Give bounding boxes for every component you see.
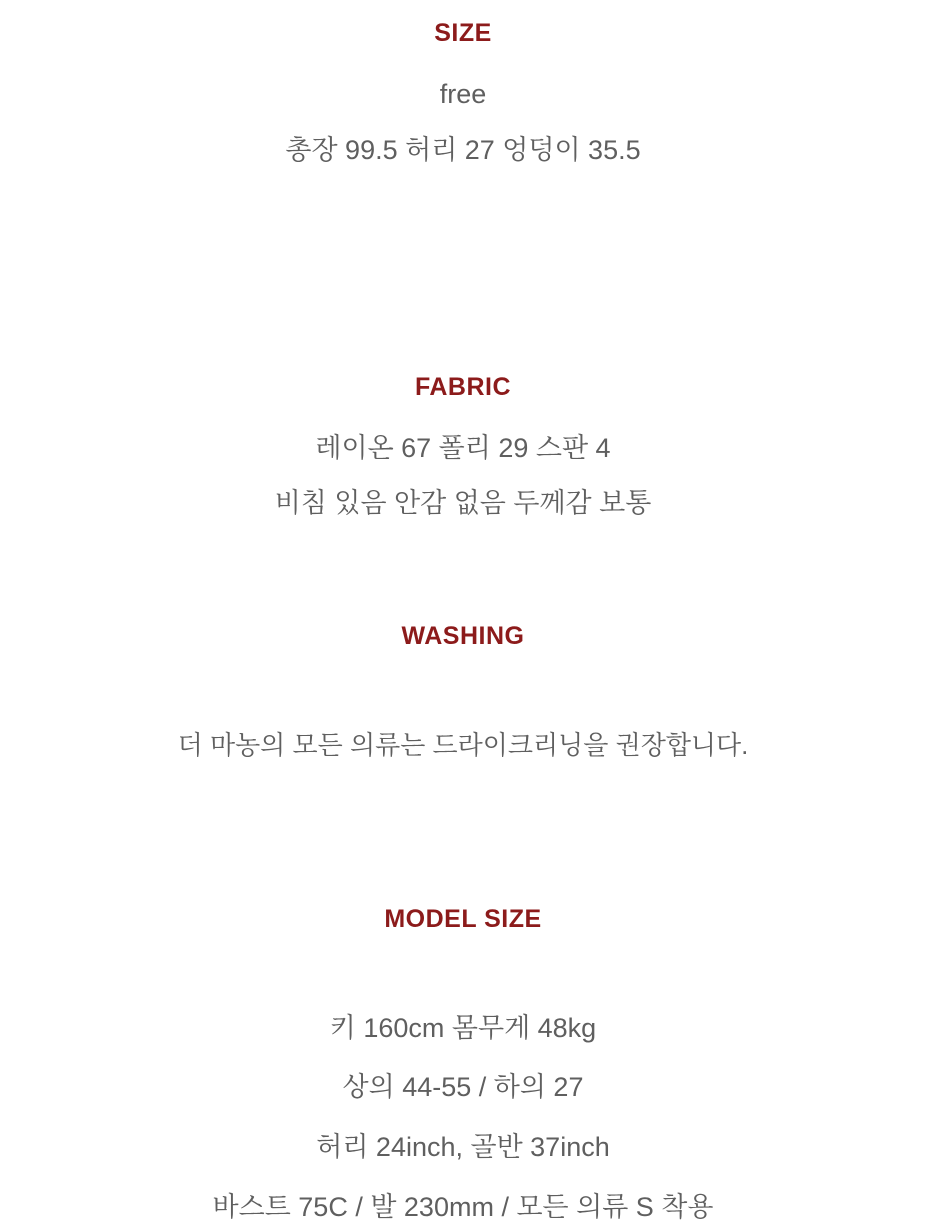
fabric-heading: FABRIC [414, 372, 512, 401]
size-section [0, 0, 926, 168]
washing-line-1: 더 마농의 모든 의류는 드라이크리닝을 권장합니다. [177, 730, 749, 760]
washing-section [0, 543, 926, 762]
fabric-line-2: 비침 있음 안감 없음 두께감 보통 [274, 488, 652, 519]
washing-heading: WASHING [401, 622, 525, 650]
size-line-1: free [439, 79, 487, 109]
model-size-heading: MODEL SIZE [384, 904, 542, 933]
model-size-line-4: 바스트 75C / 발 230mm / 모든 의류 S 착용 [212, 1191, 714, 1222]
model-size-line-2: 상의 44-55 / 하의 27 [342, 1072, 584, 1103]
size-line-2: 총장 99.5 허리 27 엉덩이 35.5 [285, 134, 641, 165]
model-size-line-3: 허리 24inch, 골반 37inch [316, 1132, 610, 1162]
model-size-section [0, 762, 926, 1225]
fabric-section [0, 190, 926, 522]
fabric-line-1: 레이온 67 폴리 29 스판 4 [315, 432, 611, 463]
model-size-line-1: 키 160cm 몸무게 48kg [329, 1012, 597, 1043]
size-heading: SIZE [434, 19, 492, 47]
